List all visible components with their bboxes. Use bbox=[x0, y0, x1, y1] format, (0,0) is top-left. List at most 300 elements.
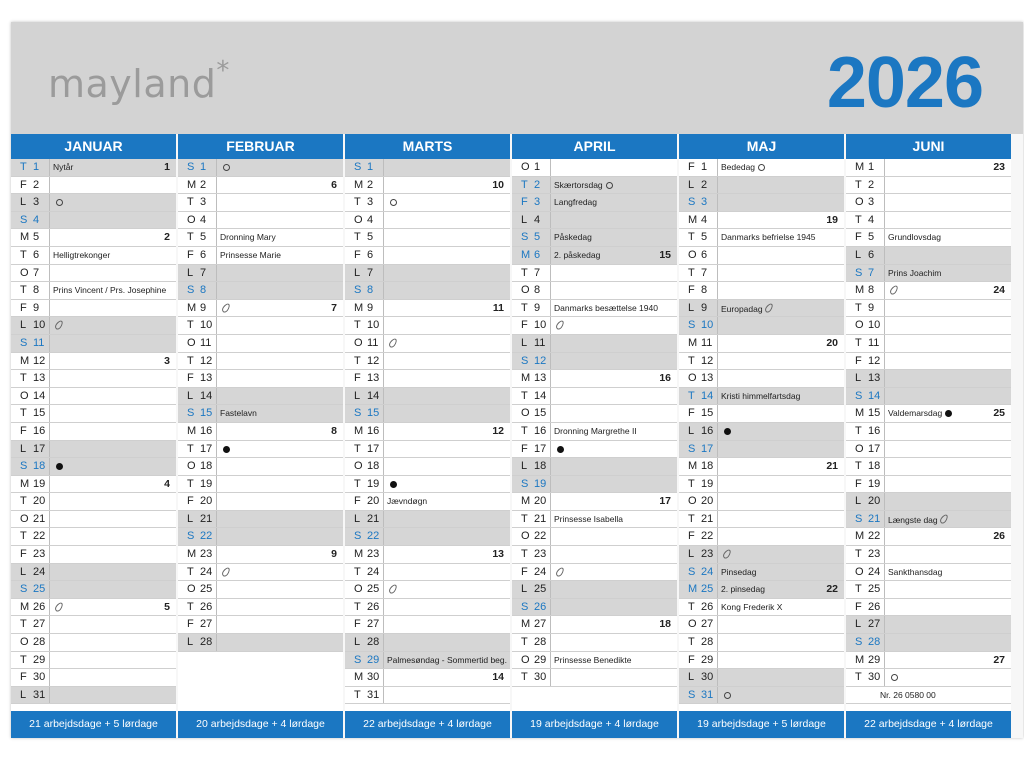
day-row bbox=[679, 335, 844, 353]
holiday-label: Dronning Mary bbox=[220, 232, 276, 243]
day-row bbox=[11, 370, 176, 388]
day-row bbox=[846, 616, 1011, 634]
month-column bbox=[345, 134, 510, 738]
weekday-letter: M bbox=[521, 248, 531, 261]
month-title: FEBRUAR bbox=[178, 134, 343, 159]
day-divider bbox=[383, 317, 384, 334]
holiday-label: Prins Joachim bbox=[888, 267, 942, 278]
weekday-letter: L bbox=[688, 424, 695, 437]
day-divider bbox=[383, 581, 384, 598]
day-number: 1 bbox=[367, 161, 374, 173]
day-row bbox=[345, 265, 510, 283]
day-divider bbox=[49, 652, 50, 669]
day-divider bbox=[717, 353, 718, 370]
weekday-letter: T bbox=[688, 389, 695, 402]
day-number: 21 bbox=[200, 512, 213, 525]
day-number: 2 bbox=[200, 178, 207, 191]
day-divider bbox=[216, 616, 217, 633]
day-number: 25 bbox=[33, 583, 46, 596]
weekday-letter: L bbox=[354, 389, 361, 402]
day-row bbox=[679, 353, 844, 371]
weekday-letter: M bbox=[521, 495, 531, 508]
weekday-letter: T bbox=[688, 231, 695, 244]
weekday-letter: L bbox=[521, 460, 528, 473]
weekday-letter: F bbox=[20, 671, 27, 684]
day-number: 1 bbox=[534, 161, 541, 173]
day-number: 23 bbox=[868, 548, 881, 561]
weekday-letter: S bbox=[187, 407, 195, 420]
day-number: 4 bbox=[33, 213, 40, 226]
day-divider bbox=[884, 353, 885, 370]
calendar-header bbox=[11, 22, 1023, 134]
week-number: 9 bbox=[331, 548, 337, 561]
weekday-letter: F bbox=[20, 178, 27, 191]
day-divider bbox=[383, 687, 384, 704]
day-divider bbox=[383, 388, 384, 405]
day-row bbox=[178, 458, 343, 476]
day-row bbox=[11, 476, 176, 494]
holiday-label: Pinsedag bbox=[721, 566, 757, 577]
day-row bbox=[11, 441, 176, 459]
weekday-letter: M bbox=[521, 372, 531, 385]
month-column bbox=[679, 134, 844, 738]
day-number: 22 bbox=[367, 530, 380, 543]
weekday-letter: F bbox=[688, 161, 695, 173]
weekday-letter: F bbox=[855, 231, 862, 244]
weekday-letter: T bbox=[688, 636, 695, 649]
day-number: 24 bbox=[534, 565, 547, 578]
day-row bbox=[679, 317, 844, 335]
holiday-label: 2. pinsedag bbox=[721, 584, 765, 595]
weekday-letter: T bbox=[521, 512, 528, 525]
week-number: 6 bbox=[331, 178, 337, 191]
day-divider bbox=[884, 546, 885, 563]
day-row bbox=[846, 564, 1011, 582]
day-divider bbox=[216, 229, 217, 246]
day-row bbox=[345, 476, 510, 494]
day-number: 5 bbox=[534, 231, 541, 244]
day-row bbox=[512, 212, 677, 230]
day-row bbox=[512, 528, 677, 546]
weekday-letter: L bbox=[521, 213, 528, 226]
weekday-letter: L bbox=[521, 583, 528, 596]
day-row bbox=[512, 353, 677, 371]
day-row bbox=[178, 317, 343, 335]
weekday-letter: F bbox=[20, 548, 27, 561]
day-divider bbox=[216, 564, 217, 581]
day-row bbox=[846, 388, 1011, 406]
day-divider bbox=[550, 229, 551, 246]
day-number: 9 bbox=[534, 301, 541, 314]
weekday-letter: F bbox=[354, 495, 361, 508]
day-divider bbox=[49, 159, 50, 176]
full-moon-icon bbox=[606, 182, 613, 189]
new-moon-icon bbox=[223, 446, 230, 453]
day-divider bbox=[884, 388, 885, 405]
weekday-letter: F bbox=[354, 618, 361, 631]
day-divider bbox=[717, 599, 718, 616]
month-title: MAJ bbox=[679, 134, 844, 159]
day-number: 21 bbox=[367, 512, 380, 525]
weekday-letter: M bbox=[855, 653, 865, 666]
day-divider bbox=[49, 458, 50, 475]
weekday-letter: L bbox=[354, 266, 361, 279]
day-row bbox=[11, 300, 176, 318]
day-row bbox=[679, 159, 844, 177]
month-column bbox=[512, 134, 677, 738]
weekday-letter: M bbox=[187, 178, 197, 191]
day-divider bbox=[717, 159, 718, 176]
day-divider bbox=[383, 300, 384, 317]
weekday-letter: O bbox=[354, 213, 363, 226]
day-row bbox=[846, 370, 1011, 388]
weekday-letter: S bbox=[855, 266, 863, 279]
day-number: 10 bbox=[534, 319, 547, 332]
weekday-letter: M bbox=[855, 161, 865, 173]
day-divider bbox=[383, 177, 384, 194]
day-number: 24 bbox=[33, 565, 46, 578]
day-number: 9 bbox=[200, 301, 207, 314]
year-title: 2026 bbox=[826, 43, 983, 123]
weekday-letter: M bbox=[187, 548, 197, 561]
day-number: 2 bbox=[367, 178, 374, 191]
weekday-letter: S bbox=[20, 460, 28, 473]
day-number: 22 bbox=[868, 530, 881, 543]
day-number: 1 bbox=[33, 161, 40, 173]
day-divider bbox=[383, 669, 384, 686]
quarter-moon-icon bbox=[54, 320, 65, 332]
week-number: 18 bbox=[659, 618, 671, 631]
day-divider bbox=[884, 528, 885, 545]
day-number: 14 bbox=[200, 389, 213, 402]
day-number: 26 bbox=[33, 600, 46, 613]
day-row bbox=[11, 405, 176, 423]
day-row bbox=[846, 546, 1011, 564]
day-number: 21 bbox=[33, 512, 46, 525]
day-note bbox=[554, 655, 632, 665]
day-row bbox=[512, 159, 677, 177]
day-number: 12 bbox=[534, 354, 547, 367]
day-divider bbox=[383, 599, 384, 616]
day-row bbox=[345, 546, 510, 564]
day-divider bbox=[550, 300, 551, 317]
day-row bbox=[679, 687, 844, 705]
weekday-letter: T bbox=[354, 688, 361, 701]
day-divider bbox=[550, 177, 551, 194]
day-divider bbox=[49, 229, 50, 246]
day-divider bbox=[49, 616, 50, 633]
day-note bbox=[721, 690, 731, 700]
day-note bbox=[554, 514, 623, 524]
day-row bbox=[846, 194, 1011, 212]
day-number: 7 bbox=[367, 266, 374, 279]
day-row bbox=[178, 177, 343, 195]
weekday-letter: T bbox=[855, 178, 862, 191]
weekday-letter: L bbox=[855, 495, 862, 508]
day-number: 9 bbox=[701, 301, 708, 314]
weekday-letter: T bbox=[20, 407, 27, 420]
day-row bbox=[11, 177, 176, 195]
weekday-letter: O bbox=[855, 442, 864, 455]
day-number: 28 bbox=[701, 636, 714, 649]
holiday-label: Kristi himmelfartsdag bbox=[721, 390, 801, 401]
day-note bbox=[554, 303, 658, 313]
weekday-letter: O bbox=[20, 512, 29, 525]
day-row bbox=[11, 423, 176, 441]
day-note bbox=[554, 444, 564, 454]
day-row bbox=[679, 423, 844, 441]
day-number: 11 bbox=[200, 336, 212, 349]
day-number: 18 bbox=[868, 460, 881, 473]
day-divider bbox=[717, 265, 718, 282]
day-note bbox=[387, 496, 427, 506]
weekday-letter: S bbox=[354, 530, 362, 543]
day-divider bbox=[717, 194, 718, 211]
holiday-label: Kong Frederik X bbox=[721, 601, 783, 612]
full-moon-icon bbox=[56, 199, 63, 206]
day-divider bbox=[383, 194, 384, 211]
day-divider bbox=[383, 564, 384, 581]
day-row bbox=[11, 265, 176, 283]
day-row bbox=[178, 229, 343, 247]
day-divider bbox=[216, 300, 217, 317]
day-row bbox=[512, 229, 677, 247]
day-row bbox=[11, 229, 176, 247]
day-number: 29 bbox=[33, 653, 46, 666]
day-row bbox=[679, 388, 844, 406]
day-divider bbox=[49, 493, 50, 510]
day-row bbox=[178, 493, 343, 511]
day-row bbox=[345, 159, 510, 177]
day-divider bbox=[550, 212, 551, 229]
day-row bbox=[345, 669, 510, 687]
day-number: 24 bbox=[200, 565, 213, 578]
day-row bbox=[11, 353, 176, 371]
weekday-letter: T bbox=[354, 565, 361, 578]
new-moon-icon bbox=[724, 428, 731, 435]
week-number: 8 bbox=[331, 424, 337, 437]
day-divider bbox=[550, 423, 551, 440]
day-note bbox=[53, 162, 73, 172]
day-number: 22 bbox=[33, 530, 46, 543]
day-row bbox=[846, 265, 1011, 283]
day-divider bbox=[383, 423, 384, 440]
weekday-letter: O bbox=[20, 636, 29, 649]
day-divider bbox=[216, 634, 217, 651]
day-number: 2 bbox=[33, 178, 40, 191]
day-number: 16 bbox=[200, 424, 213, 437]
weekday-letter: T bbox=[521, 266, 528, 279]
day-divider bbox=[49, 476, 50, 493]
day-row bbox=[679, 546, 844, 564]
weekday-letter: T bbox=[688, 512, 695, 525]
day-row bbox=[679, 194, 844, 212]
weekday-letter: S bbox=[521, 354, 529, 367]
day-divider bbox=[216, 317, 217, 334]
day-number: 26 bbox=[868, 600, 881, 613]
day-row bbox=[512, 177, 677, 195]
day-row bbox=[345, 564, 510, 582]
day-divider bbox=[717, 634, 718, 651]
day-number: 12 bbox=[868, 354, 881, 367]
day-number: 23 bbox=[200, 548, 213, 561]
day-number: 17 bbox=[33, 442, 46, 455]
day-divider bbox=[216, 388, 217, 405]
day-number: 22 bbox=[200, 530, 213, 543]
weekday-letter: O bbox=[20, 389, 29, 402]
brand-logo bbox=[48, 56, 230, 106]
day-number: 16 bbox=[868, 424, 881, 437]
full-moon-icon bbox=[390, 199, 397, 206]
day-row bbox=[679, 212, 844, 230]
day-row bbox=[345, 652, 510, 670]
day-number: 11 bbox=[367, 336, 379, 349]
day-row bbox=[11, 511, 176, 529]
day-divider bbox=[550, 265, 551, 282]
day-divider bbox=[49, 423, 50, 440]
weekday-letter: F bbox=[354, 248, 361, 261]
day-row bbox=[846, 212, 1011, 230]
day-number: 4 bbox=[868, 213, 875, 226]
month-workdays-footer: 19 arbejdsdage + 5 lørdage bbox=[679, 711, 844, 738]
weekday-letter: F bbox=[688, 407, 695, 420]
weekday-letter: T bbox=[855, 301, 862, 314]
weekday-letter: L bbox=[354, 512, 361, 525]
day-row bbox=[679, 300, 844, 318]
quarter-moon-icon bbox=[938, 513, 949, 525]
day-row bbox=[178, 353, 343, 371]
weekday-letter: T bbox=[354, 477, 361, 490]
day-number: 8 bbox=[33, 284, 40, 297]
day-note bbox=[220, 444, 230, 454]
day-number: 8 bbox=[868, 284, 875, 297]
weekday-letter: O bbox=[521, 161, 530, 173]
weekday-letter: L bbox=[20, 196, 27, 209]
day-note bbox=[888, 285, 897, 296]
day-row bbox=[679, 669, 844, 687]
day-number: 26 bbox=[534, 600, 547, 613]
day-number: 3 bbox=[367, 196, 374, 209]
day-divider bbox=[550, 159, 551, 176]
day-row bbox=[178, 511, 343, 529]
day-number: 8 bbox=[701, 284, 708, 297]
day-number: 8 bbox=[534, 284, 541, 297]
weekday-letter: T bbox=[688, 477, 695, 490]
day-divider bbox=[717, 476, 718, 493]
day-divider bbox=[383, 493, 384, 510]
weekday-letter: F bbox=[688, 530, 695, 543]
day-row bbox=[512, 581, 677, 599]
day-row bbox=[512, 423, 677, 441]
weekday-letter: O bbox=[688, 495, 697, 508]
day-row bbox=[178, 634, 343, 652]
day-row bbox=[178, 546, 343, 564]
weekday-letter: T bbox=[521, 671, 528, 684]
day-row bbox=[846, 229, 1011, 247]
day-divider bbox=[717, 511, 718, 528]
day-row bbox=[11, 652, 176, 670]
day-row bbox=[512, 599, 677, 617]
month-column bbox=[846, 134, 1011, 738]
day-row bbox=[345, 423, 510, 441]
day-divider bbox=[49, 634, 50, 651]
day-divider bbox=[216, 458, 217, 475]
day-divider bbox=[216, 423, 217, 440]
weekday-letter: M bbox=[521, 618, 531, 631]
weekday-letter: O bbox=[187, 583, 196, 596]
week-number: 5 bbox=[164, 600, 170, 613]
day-row bbox=[846, 476, 1011, 494]
week-number: 23 bbox=[993, 161, 1005, 173]
day-number: 6 bbox=[33, 248, 40, 261]
day-note bbox=[554, 180, 613, 190]
day-divider bbox=[216, 353, 217, 370]
holiday-label: Prins Vincent / Prs. Josephine bbox=[53, 285, 167, 296]
day-row bbox=[345, 370, 510, 388]
day-row bbox=[679, 616, 844, 634]
weekday-letter: M bbox=[855, 407, 865, 420]
day-row bbox=[679, 493, 844, 511]
weekday-letter: T bbox=[855, 424, 862, 437]
weekday-letter: O bbox=[20, 266, 29, 279]
weekday-letter: O bbox=[521, 407, 530, 420]
week-number: 7 bbox=[331, 301, 337, 314]
day-note bbox=[888, 514, 947, 525]
day-row bbox=[846, 335, 1011, 353]
day-row bbox=[512, 493, 677, 511]
weekday-letter: T bbox=[20, 284, 27, 297]
day-divider bbox=[49, 388, 50, 405]
day-row bbox=[178, 194, 343, 212]
day-divider bbox=[717, 564, 718, 581]
day-number: 5 bbox=[367, 231, 374, 244]
day-number: 14 bbox=[868, 389, 881, 402]
day-note bbox=[220, 232, 276, 242]
day-row bbox=[178, 581, 343, 599]
week-number: 15 bbox=[659, 248, 671, 261]
day-number: 23 bbox=[367, 548, 380, 561]
day-number: 4 bbox=[534, 213, 541, 226]
day-divider bbox=[717, 300, 718, 317]
day-divider bbox=[884, 458, 885, 475]
weekday-letter: M bbox=[20, 354, 30, 367]
day-number: 10 bbox=[868, 319, 881, 332]
day-row bbox=[178, 564, 343, 582]
day-number: 28 bbox=[367, 636, 380, 649]
day-note bbox=[387, 584, 396, 595]
weekday-letter: M bbox=[688, 336, 698, 349]
weekday-letter: S bbox=[521, 231, 529, 244]
day-divider bbox=[550, 194, 551, 211]
day-row bbox=[178, 388, 343, 406]
day-divider bbox=[884, 335, 885, 352]
day-divider bbox=[216, 265, 217, 282]
day-number: 7 bbox=[534, 266, 541, 279]
weekday-letter: S bbox=[187, 161, 195, 173]
day-divider bbox=[550, 546, 551, 563]
day-row bbox=[512, 458, 677, 476]
weekday-letter: T bbox=[354, 319, 361, 332]
day-divider bbox=[550, 282, 551, 299]
weekday-letter: T bbox=[20, 161, 27, 173]
weekday-letter: M bbox=[354, 671, 364, 684]
day-number: 20 bbox=[701, 495, 714, 508]
day-note bbox=[554, 426, 637, 436]
day-row bbox=[11, 317, 176, 335]
weekday-letter: F bbox=[521, 565, 528, 578]
day-note bbox=[721, 602, 782, 612]
month-title: APRIL bbox=[512, 134, 677, 159]
